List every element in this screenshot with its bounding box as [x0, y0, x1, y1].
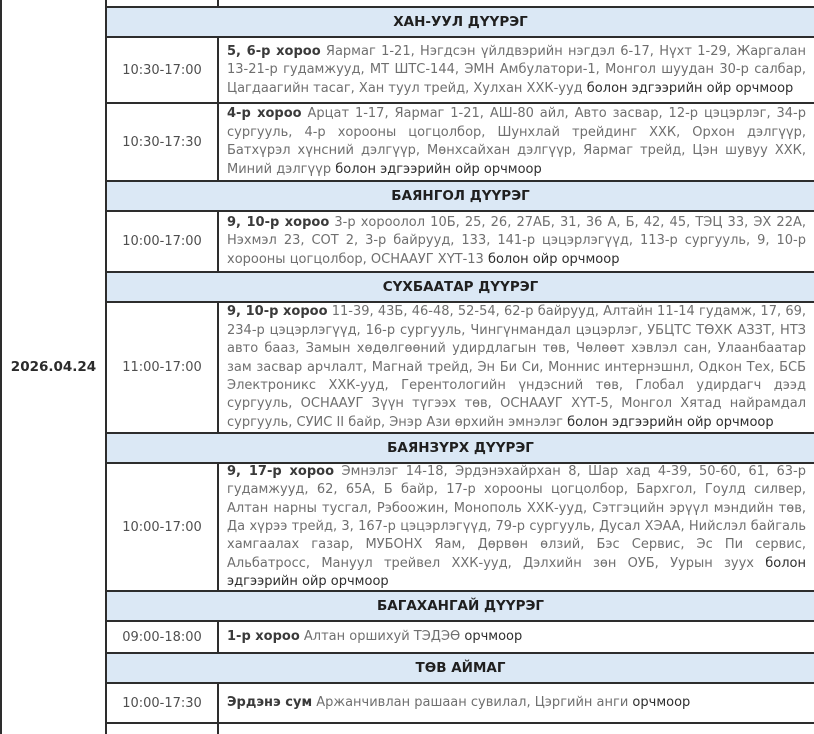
khoroo-label: 9, 17-р хороо	[227, 463, 335, 479]
section-header-sukhbaatar	[107, 273, 814, 303]
area-description-cell	[219, 303, 814, 432]
section-header-label: БАЯНЗҮРХ ДҮҮРЭГ	[387, 440, 534, 457]
section-header-bayangol	[107, 182, 814, 212]
vicinity-note: болон эдгээрийн ойр орчмоор	[331, 161, 542, 177]
area-description	[227, 214, 806, 269]
area-description-cell	[219, 38, 814, 102]
area-description-cell	[219, 464, 814, 590]
time-range: 10:00-17:30	[107, 684, 219, 722]
section-header-label: БАГАХАНГАЙ ДҮҮРЭГ	[377, 597, 544, 614]
area-description	[227, 463, 806, 592]
date-text: 2026.04.24	[10, 359, 97, 375]
section-header-bagakhangai	[107, 592, 814, 622]
section-header-bayanzurkh	[107, 434, 814, 464]
area-description	[227, 43, 806, 98]
area-list: Эмнэлэг 14-18, Эрдэнэхайрхан 8, Шар хад 4-39, 50-60, 61, 63-р гудамжууд, 62, 65А, Б байр, 17-р хорооны цогцолбор, Бархгол, Гоулд силвер, Алтан нарны тусгал, Рэбоожин, Монополь ХХК-ууд, Сэтгэцийн эрүүл мэндийн төв, Да хүрээ трейд, 3, 167-р цэцэрлэгүүд, 79-р сургууль, Дусал ХЭАА, Нийслэл байгаль хамгаалах газар, МУБОНХ Яам, Дөрвөн өлзий, Бэс Сервис, Эс Пи сервис, Альбатросс, Мануул трейвел ХХК-ууд, Дэлхийн зөн ОУБ, Уурын зуух	[227, 463, 806, 571]
area-list: Аржанчивлан рашаан сувилал, Цэргийн анги	[312, 694, 629, 710]
area-description	[227, 105, 806, 179]
khoroo-label: 9, 10-р хороо	[227, 215, 330, 231]
khoroo-label: 9, 10-р хороо	[227, 304, 328, 320]
cropped-row-top	[107, 0, 814, 8]
time-range: 10:00-17:00	[107, 464, 219, 590]
area-description	[227, 628, 806, 646]
table-row	[107, 212, 814, 273]
vicinity-note: болон эдгээрийн ойр орчмоор	[582, 80, 794, 96]
table-row	[107, 38, 814, 104]
vicinity-note: орчмоор	[628, 694, 691, 710]
section-header-label: ХАН-УУЛ ДҮҮРЭГ	[393, 14, 528, 31]
area-description	[227, 303, 806, 432]
time-range: 11:00-17:00	[107, 303, 219, 432]
time-range: 10:30-17:30	[107, 104, 219, 180]
vicinity-note: болон эдгээрийн ойр орчмоор	[227, 555, 806, 590]
time-range: 09:00-18:00	[107, 622, 219, 652]
area-list: 11-39, 43Б, 46-48, 52-54, 62-р байрууд, Алтайн 11-14 гудамж, 17, 69, 234-р цэцэрлэгүүд, 16-р сургууль, Чингүнмандал цэцэрлэг, УБЦТС ТӨХК АЗЗТ, НТЗ авто бааз, Замын хөдөлгөөний удирдлагын төв, Чөлөөт хэвлэл сан, Улаанбаатар зам засвар арчлалт, Магнай трейд, Эн Би Си, Моннис интернэшнл, Одкон Тех, БСБ Электроникс ХХК-ууд, Герентологийн үндэсний төв, Глобал удирдагч дээд сургууль, ОСНААУГ Зүүн түгээх төв, ОСНААУГ ХҮТ-5, Монгол Хятад найрамдал сургууль, СУИС II байр, Энэр Ази өрхийн эмнэлэг	[227, 304, 807, 430]
time-range: 10:30-17:00	[107, 38, 219, 102]
schedule-rows	[107, 0, 814, 734]
soum-label: Эрдэнэ сум	[227, 694, 313, 710]
area-description-cell	[219, 622, 814, 652]
area-description-cell	[219, 104, 814, 180]
area-description-cell	[219, 684, 814, 722]
area-description	[227, 694, 806, 712]
section-header-label: БАЯНГОЛ ДҮҮРЭГ	[391, 188, 530, 205]
vicinity-note: болон ойр орчмоор	[483, 251, 620, 267]
table-row	[107, 684, 814, 724]
cropped-row-bottom	[107, 724, 814, 734]
section-header-label: СҮХБААТАР ДҮҮРЭГ	[382, 279, 539, 296]
vicinity-note: орчмоор	[460, 628, 523, 644]
area-list: Алтан оршихуй ТЭДЭӨ	[299, 628, 461, 644]
area-list: Яармаг 1-21, Нэгдсэн үйлдвэрийн нэгдэл 6-17, Нүхт 1-29, Жаргалан 13-21-р гудамжууд, МТ ШТС-144, ЭМН Амбулатори-1, Монгол шуудан 30-р салбар, Цагдаагийн тасаг, Хан туул трейд, Хулхан ХХК-ууд	[227, 43, 806, 96]
table-row	[107, 104, 814, 182]
area-list: 3-р хороолол 10Б, 25, 26, 27АБ, 31, 36 А, Б, 42, 45, ТЭЦ 33, ЭХ 22А, Нэхмэл 23, СОТ 2, 3-р байрууд, 133, 141-р цэцэрлэгүүд, 113-р сургууль, 9, 10-р хорооны цогцолбор, ОСНААУГ ХҮТ-13	[227, 215, 806, 267]
section-header-tuv-aimag	[107, 654, 814, 684]
table-row	[107, 303, 814, 434]
section-header-label: ТӨВ АЙМАГ	[415, 660, 506, 677]
time-range: 10:00-17:00	[107, 212, 219, 271]
table-row	[107, 464, 814, 592]
area-list: Арцат 1-17, Яармаг 1-21, АШ-80 айл, Авто засвар, 12-р цэцэрлэг, 34-р сургууль, 4-р хорооны цогцолбор, Шунхлай трейдинг ХХК, Орхон дэлгүүр, Батхүрэл хүнсний дэлгүүр, Мөнхсайхан дэлгүүр, Яармаг трейд, Цэн шувуу ХХК, Миний дэлгүүр	[227, 106, 806, 177]
cropped-time-cell-bottom	[107, 724, 219, 734]
section-header-khan-uul	[107, 8, 814, 38]
date-cell	[0, 0, 107, 734]
table-row	[107, 622, 814, 654]
area-description-cell	[219, 212, 814, 271]
khoroo-label: 4-р хороо	[227, 106, 302, 122]
vicinity-note: болон эдгээрийн ойр орчмоор	[563, 414, 774, 430]
khoroo-label: 1-р хороо	[227, 628, 300, 644]
khoroo-label: 5, 6-р хороо	[227, 43, 321, 59]
cropped-time-cell-top	[107, 0, 219, 6]
